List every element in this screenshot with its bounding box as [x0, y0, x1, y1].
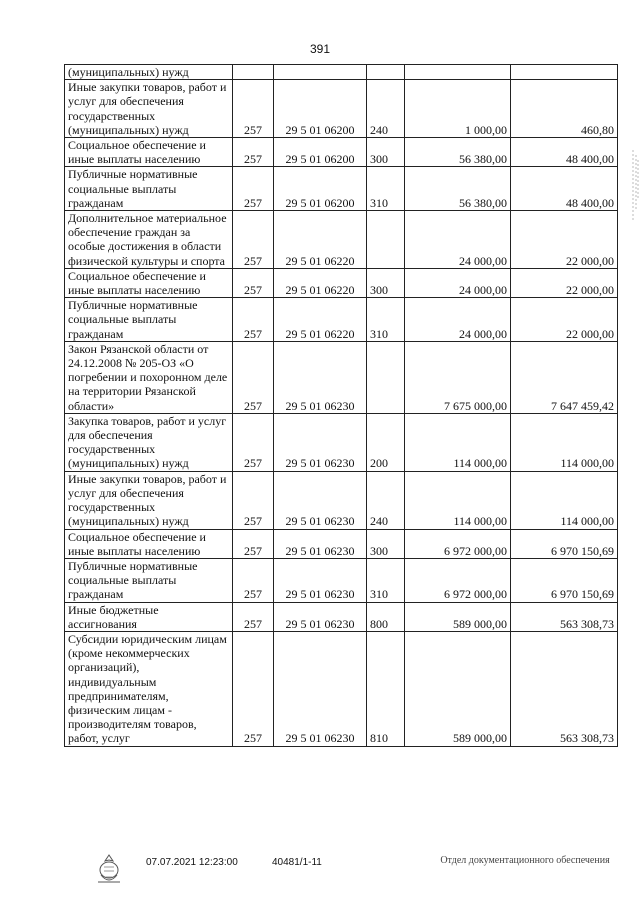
coat-of-arms-icon — [92, 853, 126, 887]
row-admin-code: 257 — [233, 80, 274, 138]
row-name: Иные бюджетные ассигнования — [65, 602, 233, 631]
row-planned-amount: 1 000,00 — [405, 80, 511, 138]
row-target-article — [274, 65, 367, 80]
row-actual-amount: 7 647 459,42 — [511, 341, 618, 413]
row-admin-code: 257 — [233, 167, 274, 211]
row-planned-amount: 24 000,00 — [405, 268, 511, 297]
table-row — [65, 211, 618, 269]
row-name: Субсидии юридическим лицам (кроме некоммерческих организаций), индивидуальным предпринимателям, физическим лицам - производителям товаров, работ, услуг — [65, 631, 233, 746]
row-name: Иные закупки товаров, работ и услуг для обеспечения государственных (муниципальных) нужд — [65, 471, 233, 529]
row-actual-amount: 563 308,73 — [511, 602, 618, 631]
row-name: (муниципальных) нужд — [65, 65, 233, 80]
row-target-article: 29 5 01 06220 — [274, 298, 367, 342]
row-target-article: 29 5 01 06220 — [274, 268, 367, 297]
row-expense-type: 300 — [367, 268, 405, 297]
footer-document-id: 40481/1-11 — [272, 857, 322, 868]
row-target-article: 29 5 01 06230 — [274, 529, 367, 558]
row-planned-amount: 56 380,00 — [405, 138, 511, 167]
row-actual-amount: 22 000,00 — [511, 268, 618, 297]
row-actual-amount: 22 000,00 — [511, 211, 618, 269]
row-actual-amount: 563 308,73 — [511, 631, 618, 746]
table-row — [65, 558, 618, 602]
row-expense-type: 300 — [367, 529, 405, 558]
table-row — [65, 413, 618, 471]
row-planned-amount: 24 000,00 — [405, 211, 511, 269]
row-target-article: 29 5 01 06200 — [274, 138, 367, 167]
row-actual-amount: 114 000,00 — [511, 471, 618, 529]
row-target-article: 29 5 01 06200 — [274, 80, 367, 138]
row-expense-type: 300 — [367, 138, 405, 167]
row-name: Закон Рязанской области от 24.12.2008 № 205-ОЗ «О погребении и похоронном деле на территории Рязанской области» — [65, 341, 233, 413]
table-row — [65, 298, 618, 342]
row-admin-code: 257 — [233, 529, 274, 558]
row-name: Закупка товаров, работ и услуг для обеспечения государственных (муниципальных) нужд — [65, 413, 233, 471]
row-name: Социальное обеспечение и иные выплаты населению — [65, 138, 233, 167]
row-name: Социальное обеспечение и иные выплаты населению — [65, 529, 233, 558]
page-number: 391 — [309, 42, 331, 56]
row-planned-amount: 6 972 000,00 — [405, 558, 511, 602]
row-admin-code: 257 — [233, 471, 274, 529]
row-expense-type — [367, 341, 405, 413]
row-target-article: 29 5 01 06230 — [274, 602, 367, 631]
row-name: Публичные нормативные социальные выплаты гражданам — [65, 558, 233, 602]
row-expense-type: 240 — [367, 80, 405, 138]
table-row — [65, 341, 618, 413]
row-actual-amount: 114 000,00 — [511, 413, 618, 471]
table-row — [65, 138, 618, 167]
table-row — [65, 631, 618, 746]
row-name: Публичные нормативные социальные выплаты гражданам — [65, 298, 233, 342]
scan-edge-marks — [630, 150, 640, 220]
row-admin-code: 257 — [233, 413, 274, 471]
row-planned-amount: 589 000,00 — [405, 602, 511, 631]
document-footer — [0, 853, 640, 893]
row-admin-code: 257 — [233, 602, 274, 631]
table-row — [65, 529, 618, 558]
row-expense-type: 810 — [367, 631, 405, 746]
row-expense-type: 310 — [367, 558, 405, 602]
row-expense-type — [367, 211, 405, 269]
row-name: Иные закупки товаров, работ и услуг для обеспечения государственных (муниципальных) нужд — [65, 80, 233, 138]
table-row — [65, 602, 618, 631]
row-actual-amount: 22 000,00 — [511, 298, 618, 342]
row-expense-type: 310 — [367, 167, 405, 211]
row-name: Публичные нормативные социальные выплаты гражданам — [65, 167, 233, 211]
row-admin-code: 257 — [233, 341, 274, 413]
row-planned-amount: 114 000,00 — [405, 471, 511, 529]
row-name: Социальное обеспечение и иные выплаты населению — [65, 268, 233, 297]
row-admin-code: 257 — [233, 211, 274, 269]
row-planned-amount: 24 000,00 — [405, 298, 511, 342]
row-planned-amount: 114 000,00 — [405, 413, 511, 471]
row-expense-type: 800 — [367, 602, 405, 631]
row-admin-code: 257 — [233, 138, 274, 167]
row-admin-code: 257 — [233, 631, 274, 746]
footer-department-stamp: Отдел документационного обеспечения — [440, 855, 610, 866]
budget-table — [64, 64, 618, 747]
row-target-article: 29 5 01 06230 — [274, 558, 367, 602]
table-row — [65, 65, 618, 80]
row-target-article: 29 5 01 06230 — [274, 413, 367, 471]
row-planned-amount — [405, 65, 511, 80]
row-target-article: 29 5 01 06230 — [274, 341, 367, 413]
row-planned-amount: 56 380,00 — [405, 167, 511, 211]
row-expense-type: 200 — [367, 413, 405, 471]
row-admin-code — [233, 65, 274, 80]
row-admin-code: 257 — [233, 558, 274, 602]
row-target-article: 29 5 01 06230 — [274, 631, 367, 746]
row-target-article: 29 5 01 06200 — [274, 167, 367, 211]
row-actual-amount — [511, 65, 618, 80]
row-admin-code: 257 — [233, 268, 274, 297]
row-expense-type: 310 — [367, 298, 405, 342]
row-actual-amount: 6 970 150,69 — [511, 529, 618, 558]
table-row — [65, 268, 618, 297]
row-expense-type: 240 — [367, 471, 405, 529]
row-actual-amount: 48 400,00 — [511, 138, 618, 167]
row-expense-type — [367, 65, 405, 80]
row-name: Дополнительное материальное обеспечение граждан за особые достижения в области физической культуры и спорта — [65, 211, 233, 269]
row-planned-amount: 6 972 000,00 — [405, 529, 511, 558]
row-actual-amount: 6 970 150,69 — [511, 558, 618, 602]
row-target-article: 29 5 01 06220 — [274, 211, 367, 269]
table-row — [65, 80, 618, 138]
row-target-article: 29 5 01 06230 — [274, 471, 367, 529]
row-admin-code: 257 — [233, 298, 274, 342]
row-actual-amount: 48 400,00 — [511, 167, 618, 211]
table-row — [65, 471, 618, 529]
row-actual-amount: 460,80 — [511, 80, 618, 138]
table-row — [65, 167, 618, 211]
row-planned-amount: 589 000,00 — [405, 631, 511, 746]
footer-datetime: 07.07.2021 12:23:00 — [146, 857, 238, 868]
row-planned-amount: 7 675 000,00 — [405, 341, 511, 413]
